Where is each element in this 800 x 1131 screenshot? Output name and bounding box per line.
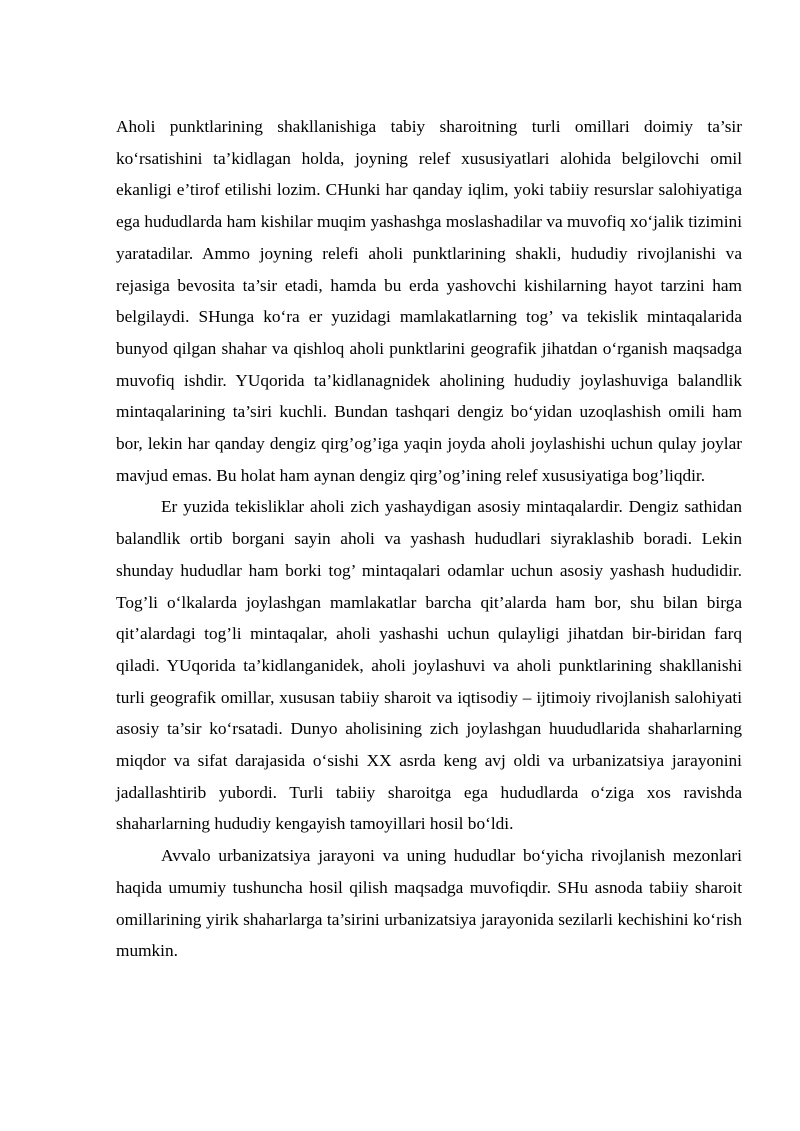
document-page — [116, 111, 742, 967]
paragraph-3: Avvalo urbanizatsiya jarayoni va uning hududlar bo‘yicha rivojlanish mezonlari haqida umumiy tushuncha hosil qilish maqsadga muvofiqdir. SHu asnoda tabiiy sharoit omillarining yirik shaharlarga ta’sirini urbanizatsiya jarayonida sezilarli kechishini ko‘rish mumkin. — [116, 846, 742, 961]
paragraph-1: Aholi punktlarining shakllanishiga tabiy sharoitning turli omillari doimiy ta’sir ko‘rsatishini ta’kidlagan holda, joyning relef xususiyatlari alohida belgilovchi omil ekanligi e’tirof etilishi lozim. CHunki har qanday iqlim, yoki tabiiy resurslar salohiyatiga ega hududlarda ham kishilar muqim yashashga moslashadilar va muvofiq xo‘jalik tizimini yaratadilar. Ammo joyning relefi aholi punktlarining shakli, hududiy rivojlanishi va rejasiga bevosita ta’sir etadi, hamda bu erda yashovchi kishilarning hayot tarzini ham belgilaydi. SHunga ko‘ra er yuzidagi mamlakatlarning tog’ va tekislik mintaqalarida bunyod qilgan shahar va qishloq aholi punktlarini geografik jihatdan o‘rganish maqsadga muvofiq ishdir. YUqorida ta’kidlanagnidek aholining hududiy joylashuviga balandlik mintaqalarining ta’siri kuchli. Bundan tashqari dengiz bo‘yidan uzoqlashish omili ham bor, lekin har qanday dengiz qirg’og’iga yaqin joyda aholi joylashishi uchun qulay joylar mavjud emas. Bu holat ham aynan dengiz qirg’og’ining relef xususiyatiga bog’liqdir. — [116, 117, 742, 485]
paragraph-2: Er yuzida tekisliklar aholi zich yashaydigan asosiy mintaqalardir. Dengiz sathidan balandlik ortib borgani sayin aholi va yashash hududlari siyraklashib boradi. Lekin shunday hududlar ham borki tog’ mintaqalari odamlar uchun asosiy yashash hududidir. Tog’li o‘lkalarda joylashgan mamlakatlar barcha qit’alarda ham bor, shu bilan birga qit’alardagi tog’li mintaqalar, aholi yashashi uchun qulayligi jihatdan bir-biridan farq qiladi. YUqorida ta’kidlanganidek, aholi joylashuvi va aholi punktlarining shakllanishi turli geografik omillar, xususan tabiiy sharoit va iqtisodiy – ijtimoiy rivojlanish salohiyati asosiy ta’sir ko‘rsatadi. Dunyo aholisining zich joylashgan huududlarida shaharlarning miqdor va sifat darajasida o‘sishi XX asrda keng avj oldi va urbanizatsiya jarayonini jadallashtirib yubordi. Turli tabiiy sharoitga ega hududlarda o‘ziga xos ravishda shaharlarning hududiy kengayish tamoyillari hosil bo‘ldi. — [116, 497, 742, 834]
